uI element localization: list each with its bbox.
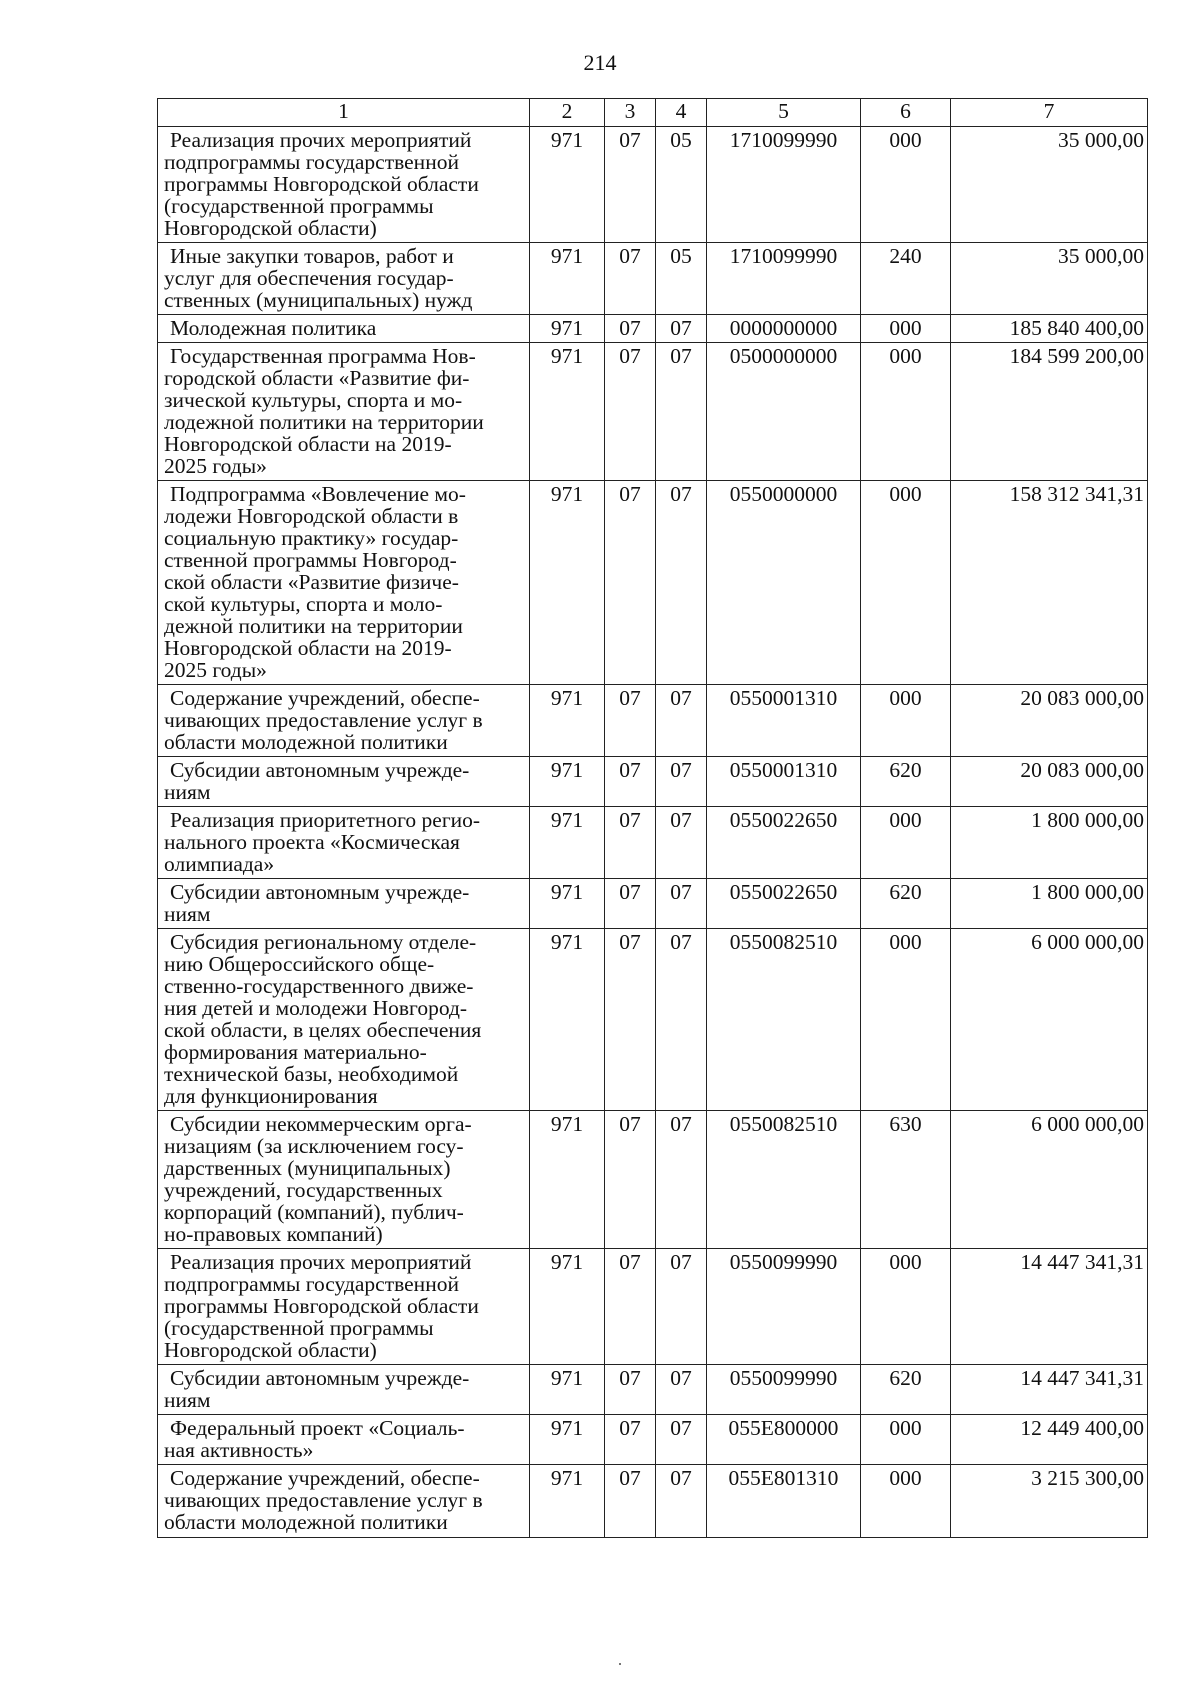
row-name-line: Новгородской области на 2019- bbox=[164, 636, 452, 660]
row-section-cell: 07 bbox=[605, 243, 656, 315]
row-name-line: ской культуры, спорта и моло- bbox=[164, 592, 443, 616]
row-name-line: Реализация прочих мероприятий bbox=[170, 1250, 472, 1274]
row-sum-cell: 6 000 000,00 bbox=[951, 929, 1148, 1111]
row-name-line: ниям bbox=[164, 780, 211, 804]
row-name-line: ная активность» bbox=[164, 1438, 314, 1462]
row-name-line: Субсидии автономным учрежде- bbox=[170, 1366, 470, 1390]
table-header-row bbox=[158, 99, 1148, 127]
row-section-cell: 07 bbox=[605, 343, 656, 481]
header-col-6: 6 bbox=[861, 99, 951, 127]
row-sum-cell: 185 840 400,00 bbox=[951, 315, 1148, 343]
row-name-line: Государственная программа Нов- bbox=[170, 344, 476, 368]
row-target-article-cell: 0550099990 bbox=[707, 1365, 861, 1415]
row-name-line: Реализация прочих мероприятий bbox=[170, 128, 472, 152]
row-sum-cell: 35 000,00 bbox=[951, 243, 1148, 315]
row-name-cell bbox=[158, 757, 530, 807]
row-target-article-cell: 0550082510 bbox=[707, 1111, 861, 1249]
table-row bbox=[158, 929, 1148, 1111]
row-name-line: Молодежная политика bbox=[170, 316, 377, 340]
row-name-line: формирования материально- bbox=[164, 1040, 427, 1064]
table-row bbox=[158, 127, 1148, 243]
row-subsection-cell: 07 bbox=[656, 879, 707, 929]
table-body bbox=[158, 127, 1148, 1538]
row-admin-code-cell: 971 bbox=[530, 1465, 605, 1538]
row-section-cell: 07 bbox=[605, 1111, 656, 1249]
row-name-line: городской области «Развитие фи- bbox=[164, 366, 470, 390]
row-section-cell: 07 bbox=[605, 1249, 656, 1365]
row-name-line: Подпрограмма «Вовлечение мо- bbox=[170, 482, 466, 506]
row-name-line: Субсидия региональному отделе- bbox=[170, 930, 477, 954]
table-row bbox=[158, 1365, 1148, 1415]
row-name-line: ния детей и молодежи Новгород- bbox=[164, 996, 468, 1020]
row-name-line: ниям bbox=[164, 902, 211, 926]
row-sum-cell: 14 447 341,31 bbox=[951, 1249, 1148, 1365]
row-admin-code-cell: 971 bbox=[530, 929, 605, 1111]
row-section-cell: 07 bbox=[605, 807, 656, 879]
header-col-1: 1 bbox=[158, 99, 530, 127]
row-name-line: услуг для обеспечения государ- bbox=[164, 266, 454, 290]
row-name-line: ственных (муниципальных) нужд bbox=[164, 288, 473, 312]
row-admin-code-cell: 971 bbox=[530, 481, 605, 685]
row-section-cell: 07 bbox=[605, 879, 656, 929]
row-target-article-cell: 055E800000 bbox=[707, 1415, 861, 1465]
row-subsection-cell: 07 bbox=[656, 1249, 707, 1365]
row-expense-type-cell: 000 bbox=[861, 1465, 951, 1538]
row-expense-type-cell: 000 bbox=[861, 481, 951, 685]
row-name-line: ственно-государственного движе- bbox=[164, 974, 474, 998]
row-sum-cell: 158 312 341,31 bbox=[951, 481, 1148, 685]
row-name-line: ственной программы Новгород- bbox=[164, 548, 457, 572]
scan-speck bbox=[619, 1663, 621, 1665]
row-subsection-cell: 07 bbox=[656, 481, 707, 685]
row-admin-code-cell: 971 bbox=[530, 343, 605, 481]
row-name-cell bbox=[158, 1415, 530, 1465]
row-name-line: ниям bbox=[164, 1388, 211, 1412]
row-name-line: дежной политики на территории bbox=[164, 614, 463, 638]
row-name-cell bbox=[158, 343, 530, 481]
row-subsection-cell: 07 bbox=[656, 1415, 707, 1465]
row-name-line: корпораций (компаний), публич- bbox=[164, 1200, 464, 1224]
row-name-cell bbox=[158, 127, 530, 243]
row-target-article-cell: 1710099990 bbox=[707, 243, 861, 315]
row-name-line: области молодежной политики bbox=[164, 1510, 448, 1534]
row-name-cell bbox=[158, 481, 530, 685]
table-row bbox=[158, 243, 1148, 315]
row-admin-code-cell: 971 bbox=[530, 879, 605, 929]
row-name-line: (государственной программы bbox=[164, 194, 434, 218]
table-row bbox=[158, 1415, 1148, 1465]
row-expense-type-cell: 000 bbox=[861, 315, 951, 343]
row-subsection-cell: 07 bbox=[656, 1111, 707, 1249]
row-name-line: низациям (за исключением госу- bbox=[164, 1134, 464, 1158]
row-name-line: ской области, в целях обеспечения bbox=[164, 1018, 482, 1042]
row-subsection-cell: 07 bbox=[656, 807, 707, 879]
row-name-line: лодежи Новгородской области в bbox=[164, 504, 459, 528]
row-name-cell bbox=[158, 879, 530, 929]
row-expense-type-cell: 000 bbox=[861, 343, 951, 481]
row-target-article-cell: 1710099990 bbox=[707, 127, 861, 243]
table-row bbox=[158, 481, 1148, 685]
row-name-cell bbox=[158, 807, 530, 879]
row-sum-cell: 12 449 400,00 bbox=[951, 1415, 1148, 1465]
row-name-cell bbox=[158, 1249, 530, 1365]
row-sum-cell: 20 083 000,00 bbox=[951, 685, 1148, 757]
row-admin-code-cell: 971 bbox=[530, 315, 605, 343]
row-subsection-cell: 05 bbox=[656, 127, 707, 243]
row-sum-cell: 184 599 200,00 bbox=[951, 343, 1148, 481]
row-name-line: программы Новгородской области bbox=[164, 172, 479, 196]
row-name-line: учреждений, государственных bbox=[164, 1178, 443, 1202]
page-number: 214 bbox=[583, 50, 617, 75]
row-subsection-cell: 05 bbox=[656, 243, 707, 315]
header-col-2: 2 bbox=[530, 99, 605, 127]
table-row bbox=[158, 1249, 1148, 1365]
row-target-article-cell: 0550001310 bbox=[707, 757, 861, 807]
header-col-5: 5 bbox=[707, 99, 861, 127]
row-target-article-cell: 0550000000 bbox=[707, 481, 861, 685]
row-name-line: Иные закупки товаров, работ и bbox=[170, 244, 454, 268]
row-expense-type-cell: 620 bbox=[861, 879, 951, 929]
row-section-cell: 07 bbox=[605, 481, 656, 685]
row-admin-code-cell: 971 bbox=[530, 1249, 605, 1365]
row-name-line: Субсидии некоммерческим орга- bbox=[170, 1112, 472, 1136]
row-name-line: подпрограммы государственной bbox=[164, 1272, 459, 1296]
row-name-line: лодежной политики на территории bbox=[164, 410, 484, 434]
row-name-line: программы Новгородской области bbox=[164, 1294, 479, 1318]
row-expense-type-cell: 240 bbox=[861, 243, 951, 315]
row-target-article-cell: 0000000000 bbox=[707, 315, 861, 343]
header-col-7: 7 bbox=[951, 99, 1148, 127]
row-sum-cell: 35 000,00 bbox=[951, 127, 1148, 243]
row-admin-code-cell: 971 bbox=[530, 685, 605, 757]
table-row bbox=[158, 315, 1148, 343]
row-name-cell bbox=[158, 685, 530, 757]
header-col-4: 4 bbox=[656, 99, 707, 127]
row-subsection-cell: 07 bbox=[656, 757, 707, 807]
table-row bbox=[158, 343, 1148, 481]
row-section-cell: 07 bbox=[605, 1415, 656, 1465]
row-section-cell: 07 bbox=[605, 929, 656, 1111]
row-name-line: Федеральный проект «Социаль- bbox=[170, 1416, 465, 1440]
row-subsection-cell: 07 bbox=[656, 1465, 707, 1538]
row-subsection-cell: 07 bbox=[656, 315, 707, 343]
row-name-cell bbox=[158, 929, 530, 1111]
table-row bbox=[158, 1465, 1148, 1538]
row-sum-cell: 3 215 300,00 bbox=[951, 1465, 1148, 1538]
row-name-line: олимпиада» bbox=[164, 852, 275, 876]
row-section-cell: 07 bbox=[605, 685, 656, 757]
row-admin-code-cell: 971 bbox=[530, 1111, 605, 1249]
row-name-line: Содержание учреждений, обеспе- bbox=[170, 686, 480, 710]
row-name-line: области молодежной политики bbox=[164, 730, 448, 754]
row-expense-type-cell: 620 bbox=[861, 1365, 951, 1415]
row-target-article-cell: 0550082510 bbox=[707, 929, 861, 1111]
row-name-cell bbox=[158, 243, 530, 315]
row-admin-code-cell: 971 bbox=[530, 1365, 605, 1415]
row-expense-type-cell: 000 bbox=[861, 1415, 951, 1465]
row-name-line: чивающих предоставление услуг в bbox=[164, 1488, 483, 1512]
row-target-article-cell: 0550022650 bbox=[707, 879, 861, 929]
row-name-cell bbox=[158, 1365, 530, 1415]
row-name-line: подпрограммы государственной bbox=[164, 150, 459, 174]
row-subsection-cell: 07 bbox=[656, 1365, 707, 1415]
row-subsection-cell: 07 bbox=[656, 685, 707, 757]
table-row bbox=[158, 879, 1148, 929]
row-name-line: чивающих предоставление услуг в bbox=[164, 708, 483, 732]
row-target-article-cell: 0550001310 bbox=[707, 685, 861, 757]
row-section-cell: 07 bbox=[605, 315, 656, 343]
row-sum-cell: 14 447 341,31 bbox=[951, 1365, 1148, 1415]
row-sum-cell: 20 083 000,00 bbox=[951, 757, 1148, 807]
budget-table-container bbox=[157, 98, 1148, 1538]
row-subsection-cell: 07 bbox=[656, 343, 707, 481]
row-admin-code-cell: 971 bbox=[530, 757, 605, 807]
row-subsection-cell: 07 bbox=[656, 929, 707, 1111]
row-expense-type-cell: 000 bbox=[861, 929, 951, 1111]
row-name-cell bbox=[158, 315, 530, 343]
row-expense-type-cell: 000 bbox=[861, 807, 951, 879]
row-name-line: нию Общероссийского обще- bbox=[164, 952, 435, 976]
row-name-line: дарственных (муниципальных) bbox=[164, 1156, 451, 1180]
row-section-cell: 07 bbox=[605, 757, 656, 807]
row-name-cell bbox=[158, 1465, 530, 1538]
table-row bbox=[158, 757, 1148, 807]
row-name-line: Новгородской области на 2019- bbox=[164, 432, 452, 456]
row-sum-cell: 6 000 000,00 bbox=[951, 1111, 1148, 1249]
header-col-3: 3 bbox=[605, 99, 656, 127]
row-expense-type-cell: 000 bbox=[861, 1249, 951, 1365]
row-name-line: но-правовых компаний) bbox=[164, 1222, 383, 1246]
row-section-cell: 07 bbox=[605, 127, 656, 243]
table-row bbox=[158, 685, 1148, 757]
row-expense-type-cell: 000 bbox=[861, 127, 951, 243]
row-admin-code-cell: 971 bbox=[530, 243, 605, 315]
row-admin-code-cell: 971 bbox=[530, 1415, 605, 1465]
budget-table bbox=[157, 98, 1148, 1538]
row-name-line: 2025 годы» bbox=[164, 454, 267, 478]
row-name-line: зической культуры, спорта и мо- bbox=[164, 388, 463, 412]
table-row bbox=[158, 1111, 1148, 1249]
row-expense-type-cell: 630 bbox=[861, 1111, 951, 1249]
row-sum-cell: 1 800 000,00 bbox=[951, 879, 1148, 929]
row-target-article-cell: 0550022650 bbox=[707, 807, 861, 879]
row-expense-type-cell: 620 bbox=[861, 757, 951, 807]
row-name-line: Реализация приоритетного регио- bbox=[170, 808, 481, 832]
row-name-line: (государственной программы bbox=[164, 1316, 434, 1340]
row-sum-cell: 1 800 000,00 bbox=[951, 807, 1148, 879]
row-name-line: Новгородской области) bbox=[164, 216, 377, 240]
table-row bbox=[158, 807, 1148, 879]
row-name-line: Содержание учреждений, обеспе- bbox=[170, 1466, 480, 1490]
row-name-line: технической базы, необходимой bbox=[164, 1062, 459, 1086]
row-name-line: Субсидии автономным учрежде- bbox=[170, 758, 470, 782]
row-target-article-cell: 0500000000 bbox=[707, 343, 861, 481]
row-admin-code-cell: 971 bbox=[530, 127, 605, 243]
row-name-line: Новгородской области) bbox=[164, 1338, 377, 1362]
row-section-cell: 07 bbox=[605, 1465, 656, 1538]
row-name-line: для функционирования bbox=[164, 1084, 378, 1108]
row-admin-code-cell: 971 bbox=[530, 807, 605, 879]
row-expense-type-cell: 000 bbox=[861, 685, 951, 757]
row-target-article-cell: 055E801310 bbox=[707, 1465, 861, 1538]
row-name-cell bbox=[158, 1111, 530, 1249]
row-name-line: нального проекта «Космическая bbox=[164, 830, 460, 854]
row-name-line: ской области «Развитие физиче- bbox=[164, 570, 459, 594]
row-name-line: социальную практику» государ- bbox=[164, 526, 459, 550]
row-name-line: Субсидии автономным учрежде- bbox=[170, 880, 470, 904]
row-name-line: 2025 годы» bbox=[164, 658, 267, 682]
row-section-cell: 07 bbox=[605, 1365, 656, 1415]
row-target-article-cell: 0550099990 bbox=[707, 1249, 861, 1365]
